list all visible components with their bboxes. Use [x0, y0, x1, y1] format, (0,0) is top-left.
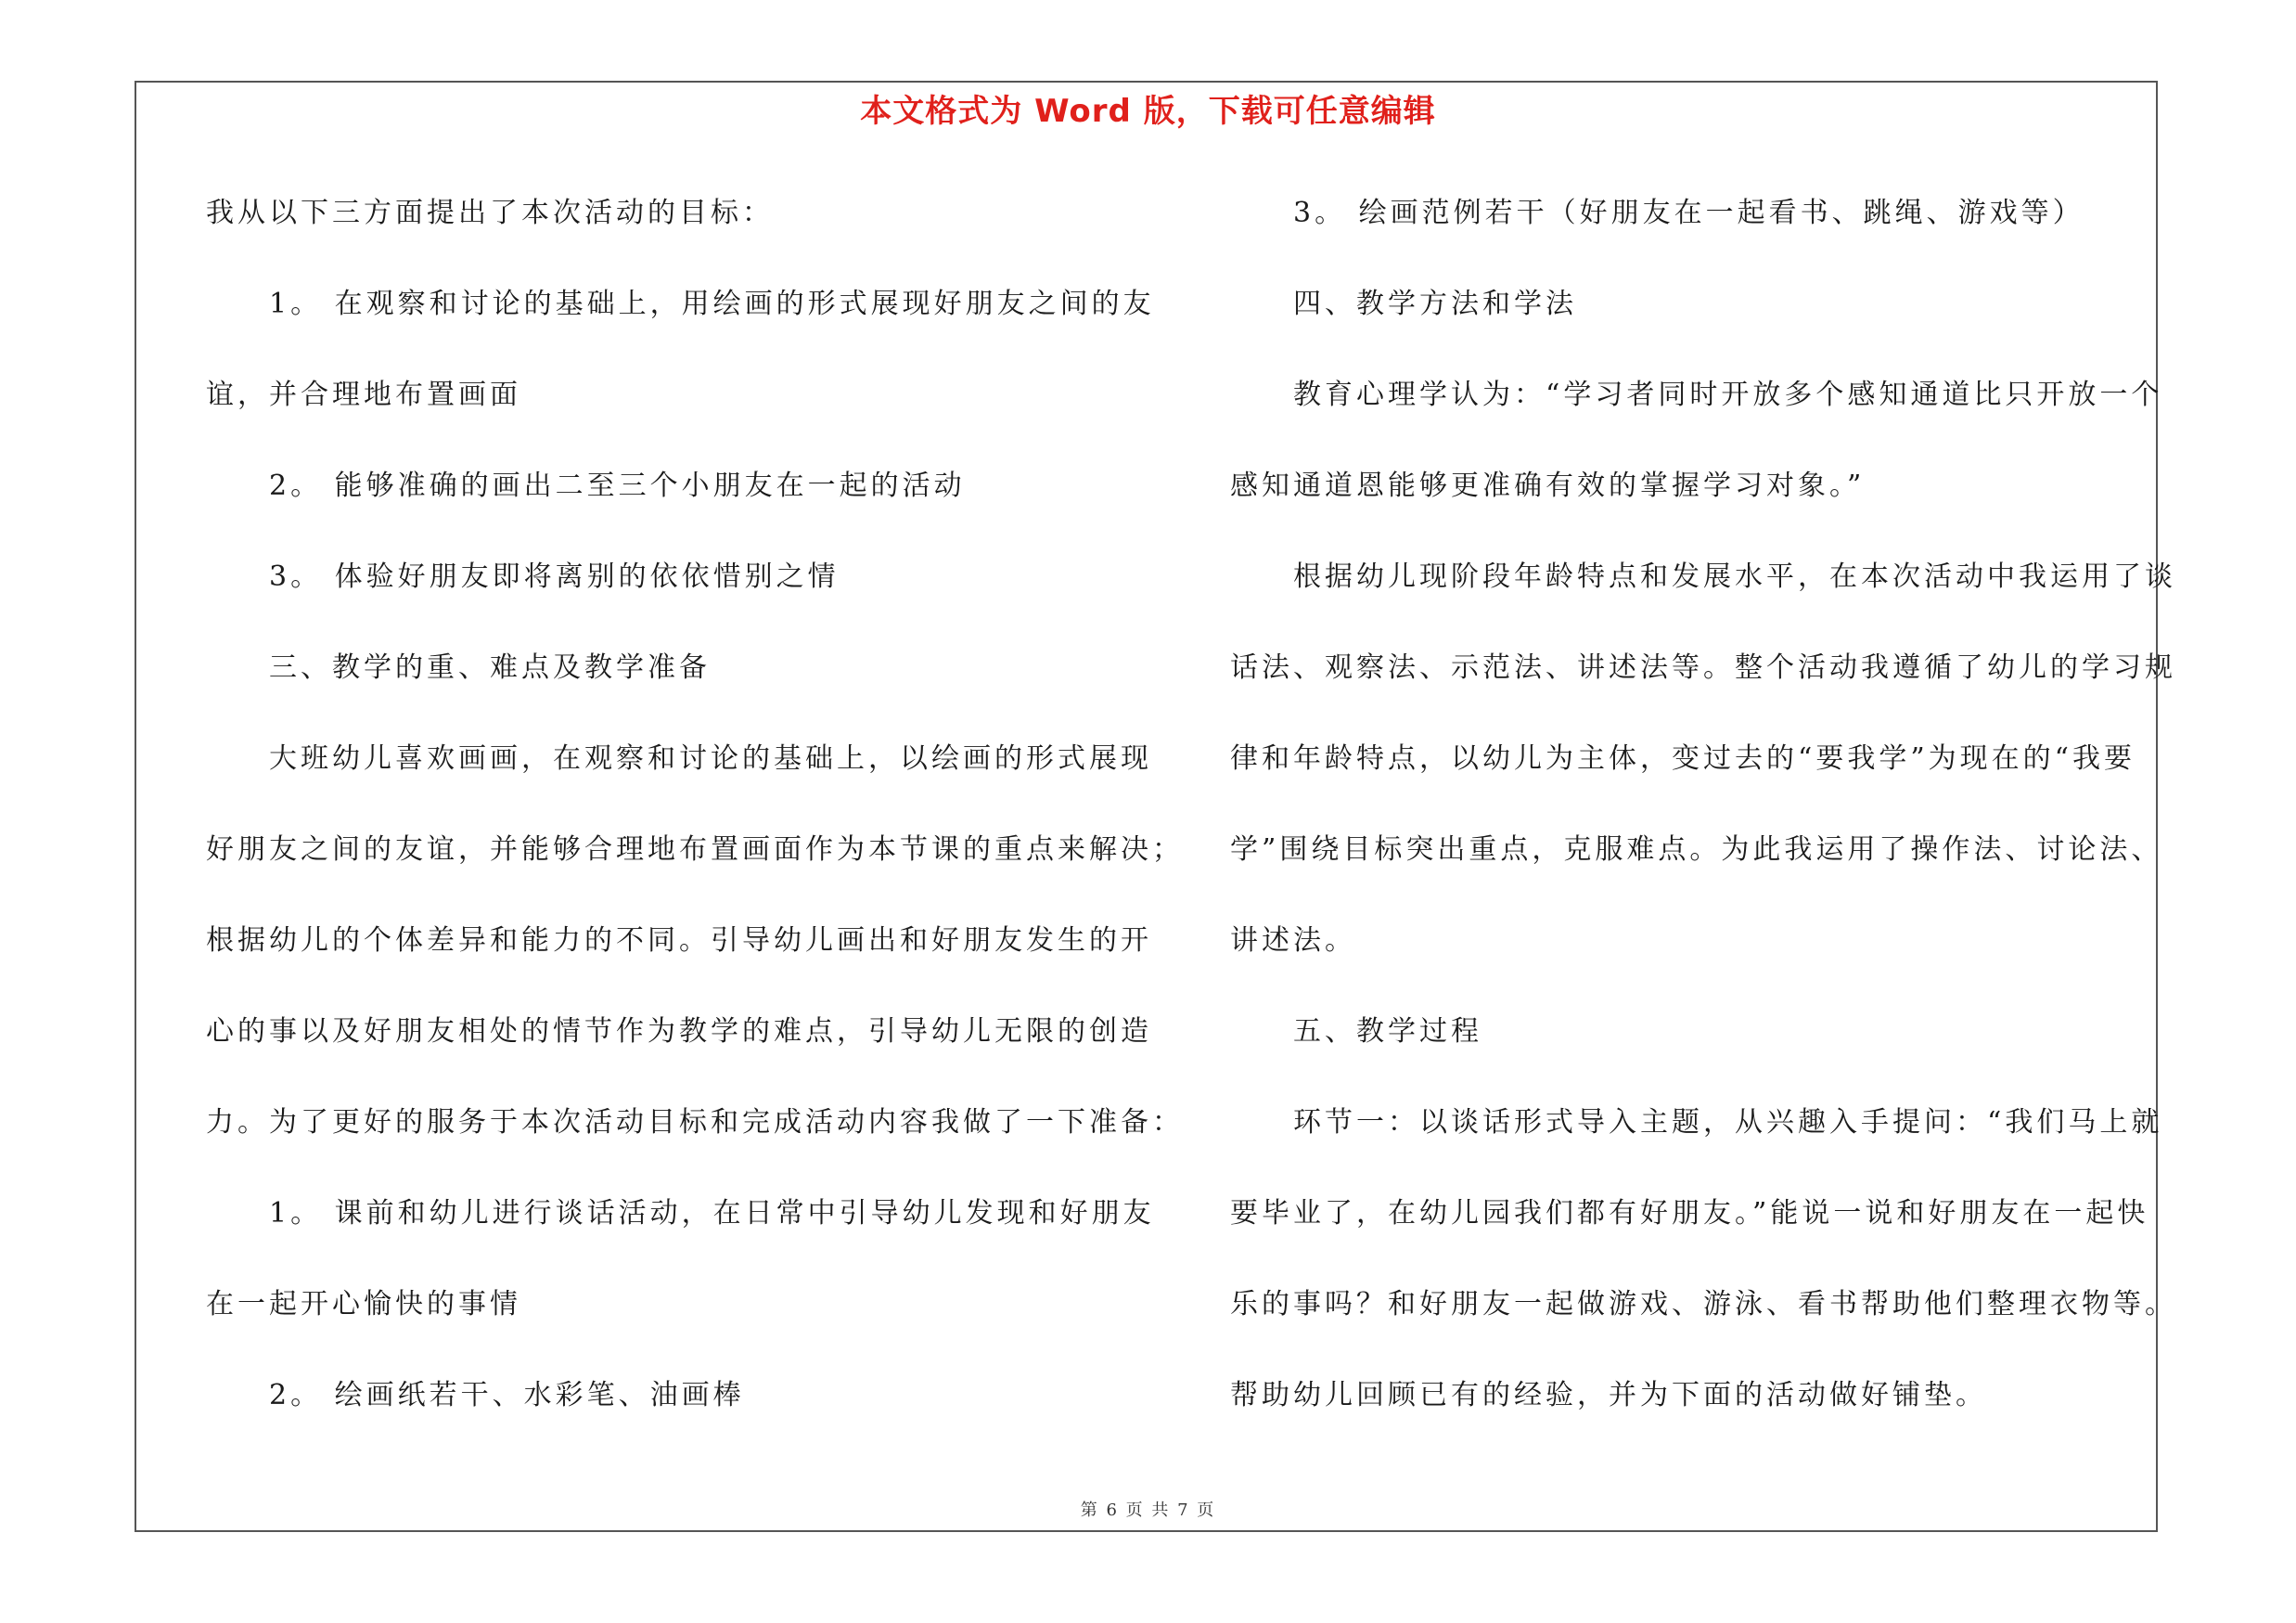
left-text-column [206, 182, 1184, 1455]
paragraph-line: 2。 绘画纸若干、水彩笔、油画棒 [269, 1379, 745, 1411]
paragraph-line: 乐的事吗？和好朋友一起做游戏、游泳、看书帮助他们整理衣物等。 [1230, 1288, 2176, 1320]
paragraph-line: 1。 课前和幼儿进行谈话活动，在日常中引导幼儿发现和好朋友 [269, 1197, 1155, 1230]
paragraph-line: 好朋友之间的友谊，并能够合理地布置画面作为本节课的重点来解决； [206, 833, 1184, 866]
word-format-banner: 本文格式为 Word 版，下载可任意编辑 [860, 93, 1436, 130]
paragraph-line: 四、教学方法和学法 [1293, 288, 1577, 320]
paragraph-line: 讲述法。 [1230, 924, 1356, 957]
paragraph-line: 要毕业了，在幼儿园我们都有好朋友。”能说一说和好朋友在一起快 [1230, 1197, 2149, 1230]
paragraph-line: 感知通道恩能够更准确有效的掌握学习对象。” [1230, 470, 1866, 502]
paragraph-line: 根据幼儿的个体差异和能力的不同。引导幼儿画出和好朋友发生的开 [206, 924, 1152, 957]
paragraph-line: 力。为了更好的服务于本次活动目标和完成活动内容我做了一下准备： [206, 1106, 1184, 1139]
paragraph-line: 律和年龄特点，以幼儿为主体，变过去的“要我学”为现在的“我要 [1230, 742, 2136, 775]
paragraph-line: 教育心理学认为：“学习者同时开放多个感知通道比只开放一个 [1293, 379, 2163, 411]
paragraph-line: 在一起开心愉快的事情 [206, 1288, 521, 1320]
paragraph-line: 五、教学过程 [1293, 1015, 1482, 1048]
paragraph-line: 根据幼儿现阶段年龄特点和发展水平，在本次活动中我运用了谈 [1293, 560, 2176, 593]
paragraph-line: 1。 在观察和讨论的基础上，用绘画的形式展现好朋友之间的友 [269, 288, 1155, 320]
paragraph-line: 话法、观察法、示范法、讲述法等。整个活动我遵循了幼儿的学习规 [1230, 651, 2176, 684]
paragraph-line: 环节一：以谈话形式导入主题，从兴趣入手提问：“我们马上就 [1293, 1106, 2163, 1139]
right-text-column [1230, 182, 2176, 1455]
paragraph-line: 2。 能够准确的画出二至三个小朋友在一起的活动 [269, 470, 966, 502]
paragraph-line: 3。 体验好朋友即将离别的依依惜别之情 [269, 560, 840, 593]
paragraph-line: 学”围绕目标突出重点，克服难点。为此我运用了操作法、讨论法、 [1230, 833, 2163, 866]
paragraph-line: 3。 绘画范例若干（好朋友在一起看书、跳绳、游戏等） [1293, 197, 2084, 229]
paragraph-line: 心的事以及好朋友相处的情节作为教学的难点，引导幼儿无限的创造 [206, 1015, 1152, 1048]
paragraph-line: 我从以下三方面提出了本次活动的目标： [206, 197, 774, 229]
paragraph-line: 大班幼儿喜欢画画，在观察和讨论的基础上，以绘画的形式展现 [269, 742, 1152, 775]
page-number-footer: 第 6 页 共 7 页 [1080, 1501, 1216, 1520]
paragraph-line: 帮助幼儿回顾已有的经验，并为下面的活动做好铺垫。 [1230, 1379, 1987, 1411]
paragraph-line: 谊，并合理地布置画面 [206, 379, 521, 411]
paragraph-line: 三、教学的重、难点及教学准备 [269, 651, 711, 684]
